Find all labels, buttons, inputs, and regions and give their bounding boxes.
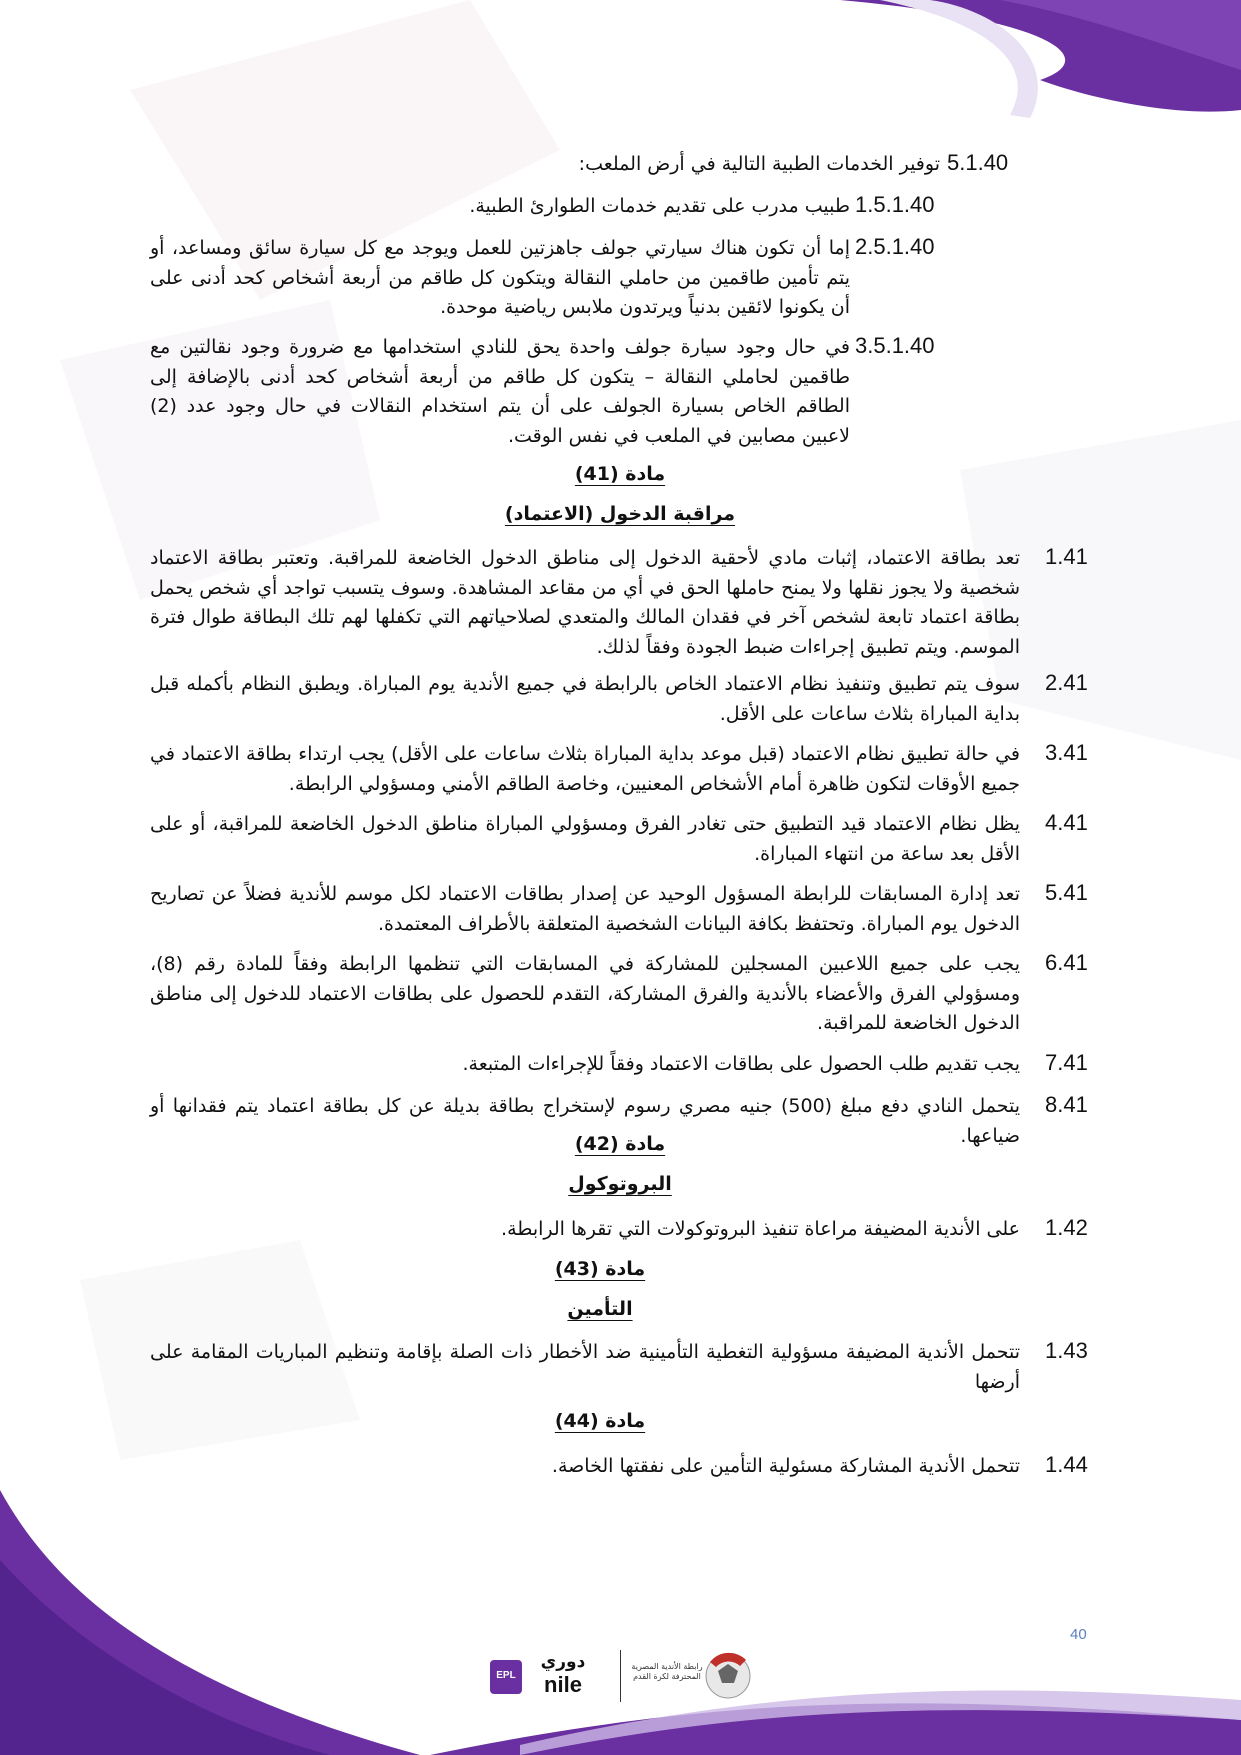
item-text-5-1-40: توفير الخدمات الطبية التالية في أرض الملعب: [578, 153, 940, 175]
item-number-2-5-1-40: 2.5.1.40 [855, 234, 935, 259]
item-text-1-43: تتحمل الأندية المضيفة مسؤولية التغطية التأمينية ضد الأخطار ذات الصلة بإقامة وتنظيم المباريات المقامة على أرضها [150, 1341, 1020, 1393]
item-text-1-5-1-40: طبيب مدرب على تقديم خدمات الطوارئ الطبية. [469, 195, 850, 217]
article-42-subheading: البروتوكول [568, 1173, 672, 1195]
page-number: 40 [1070, 1626, 1087, 1643]
item-text-7-41: يجب تقديم طلب الحصول على بطاقات الاعتماد وفقاً للإجراءات المتبعة. [462, 1053, 1020, 1075]
item-number-1-41: 1.41 [1045, 544, 1088, 569]
item-text-5-41: تعد إدارة المسابقات للرابطة المسؤول الوحيد عن إصدار بطاقات الاعتماد لكل موسم للأندية فضلاً عن تصاريح الدخول يوم المباراة. وتحتفظ بكافة البيانات الشخصية المتعلقة بالأطراف المعتمدة. [150, 883, 1020, 935]
item-text-2-41: سوف يتم تطبيق وتنفيذ نظام الاعتماد الخاص بالرابطة في جميع الأندية يوم المباراة. ويطبق النظام بأكمله قبل بداية المباراة بثلاث ساعات على الأقل. [150, 673, 1020, 725]
item-text-1-41: تعد بطاقة الاعتماد، إثبات مادي لأحقية الدخول إلى مناطق الدخول الخاضعة للمراقبة. وتعتبر بطاقة الاعتماد شخصية ولا يجوز نقلها ولا يمنح حاملها الحق في أي من مقاعد المشاهدة. وسوف يتسبب تواجد أي شخص يحمل بطاقة اعتماد تابعة لشخص آخر في فقدان المالك والمتعدي لصلاحياتهم التي تكفلها لهم تلك البطاقة طوال فترة الموسم. ويتم تطبيق إجراءات ضبط الجودة وفقاً لذلك. [150, 547, 1020, 658]
article-42-heading: مادة (42) [574, 1133, 666, 1155]
association-name: رابطة الأندية المصرية المحترفة لكرة القدم [631, 1662, 703, 1681]
item-number-5-1-40: 5.1.40 [947, 150, 1009, 175]
item-number-3-41: 3.41 [1045, 740, 1088, 765]
item-number-5-41: 5.41 [1045, 880, 1088, 905]
article-44-heading: مادة (44) [554, 1410, 646, 1432]
item-number-1-44: 1.44 [1045, 1452, 1088, 1477]
article-43-heading: مادة (43) [554, 1258, 646, 1280]
item-number-1-5-1-40: 1.5.1.40 [855, 192, 935, 217]
egyptian-clubs-association-logo [630, 1648, 755, 1704]
item-number-2-41: 2.41 [1045, 670, 1088, 695]
footer-logo-divider [620, 1650, 621, 1702]
item-number-1-42: 1.42 [1045, 1215, 1088, 1240]
item-number-8-41: 8.41 [1045, 1092, 1088, 1117]
article-41-heading: مادة (41) [574, 463, 666, 485]
article-41-subheading: مراقبة الدخول (الاعتماد) [504, 503, 736, 525]
dawry-text: دوري [540, 1652, 586, 1672]
item-text-1-42: على الأندية المضيفة مراعاة تنفيذ البروتوكولات التي تقرها الرابطة. [501, 1218, 1020, 1240]
item-text-1-44: تتحمل الأندية المشاركة مسئولية التأمين على نفقتها الخاصة. [551, 1455, 1020, 1477]
item-number-6-41: 6.41 [1045, 950, 1088, 975]
dawry-nile-logo [490, 1652, 600, 1700]
item-text-8-41: يتحمل النادي دفع مبلغ (500) جنيه مصري رسوم لإستخراج بطاقة بديلة عن كل بطاقة اعتماد يتم فقدانها أو ضياعها. [150, 1095, 1021, 1147]
item-number-1-43: 1.43 [1045, 1338, 1088, 1363]
nile-text: nile [544, 1672, 582, 1697]
item-number-7-41: 7.41 [1045, 1050, 1088, 1075]
article-43-subheading: التأمين [567, 1298, 633, 1320]
item-text-6-41: يجب على جميع اللاعبين المسجلين للمشاركة في المسابقات التي تنظمها الرابطة وفقاً للمادة رقم (8)، ومسؤولي الفرق والأعضاء بالأندية والفرق المشاركة، التقدم للحصول على بطاقات الاعتماد للدخول إلى مناطق الدخول الخاضعة للمراقبة. [150, 953, 1020, 1034]
epl-badge-text: EPL [496, 1670, 516, 1681]
item-text-3-41: في حالة تطبيق نظام الاعتماد (قبل موعد بداية المباراة بثلاث ساعات على الأقل) يجب ارتداء بطاقة الاعتماد في جميع الأوقات لتكون ظاهرة أمام الأشخاص المعنيين، وخاصة الطاقم الأمني ومسؤولي الرابطة. [150, 743, 1020, 795]
item-number-3-5-1-40: 3.5.1.40 [855, 333, 935, 358]
item-text-3-5-1-40: في حال وجود سيارة جولف واحدة يحق للنادي استخدامها مع ضرورة وجود نقالتين مع طاقمين لحاملي النقالة – يتكون كل طاقم من أربعة أشخاص كحد أدنى بالإضافة إلى الطاقم الخاص بسيارة الجولف على أن يتم استخدام النقالات في حال وجود عدد (2) لاعبين مصابين في الملعب في نفس الوقت. [150, 336, 850, 447]
item-number-4-41: 4.41 [1045, 810, 1088, 835]
item-text-2-5-1-40: إما أن تكون هناك سيارتي جولف جاهزتين للعمل ويوجد مع كل سيارة سائق ومساعد، أو يتم تأمين طاقمين من حاملي النقالة ويتكون كل طاقم من أربعة أشخاص كحد أدنى على أن يكونوا لائقين بدنياً ويرتدون ملابس رياضية موحدة. [150, 237, 850, 318]
item-text-4-41: يظل نظام الاعتماد قيد التطبيق حتى تغادر الفرق ومسؤولي المباراة مناطق الدخول الخاضعة للمراقبة، أو على الأقل بعد ساعة من انتهاء المباراة. [150, 813, 1020, 865]
